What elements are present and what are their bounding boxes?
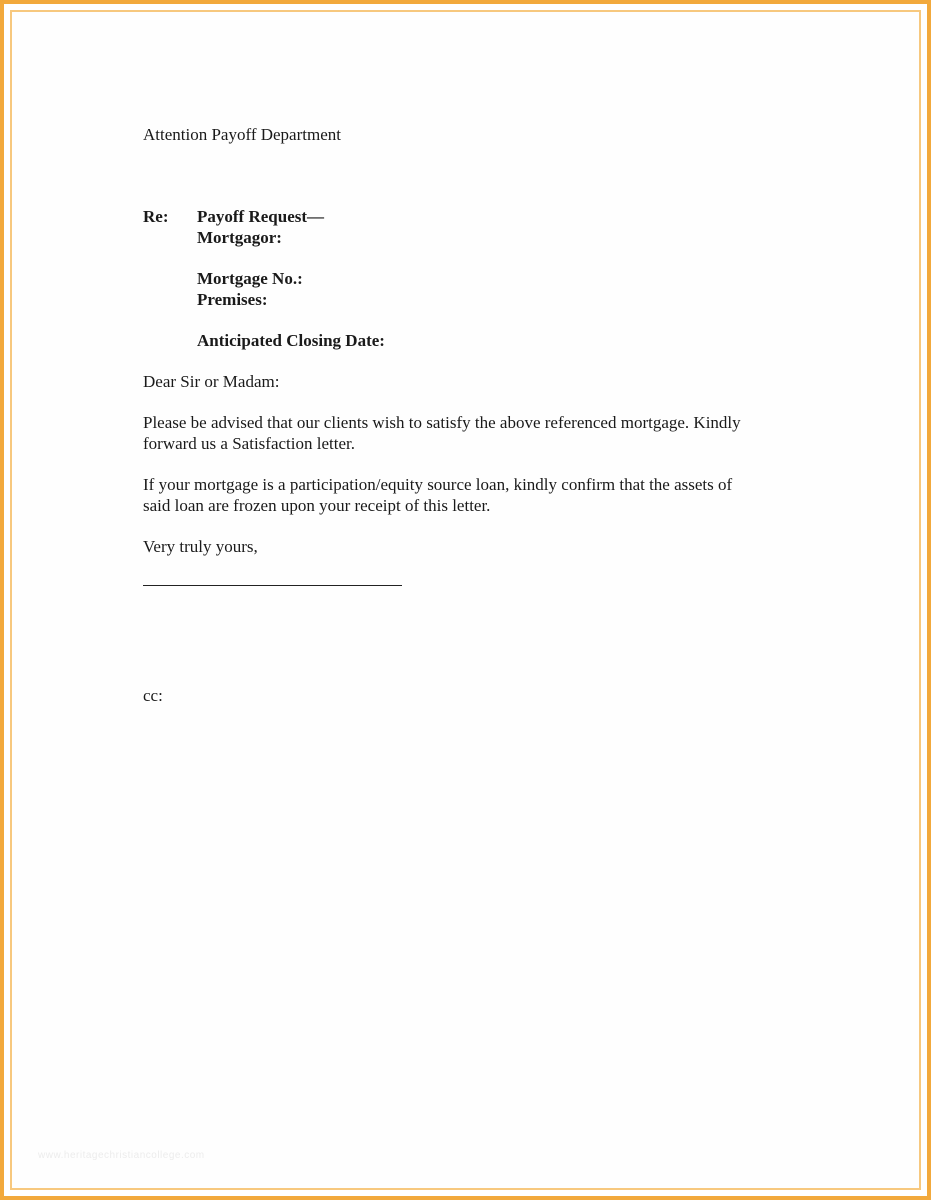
re-lines — [197, 206, 385, 351]
re-label: Re: — [143, 207, 169, 226]
paragraph-1 — [143, 412, 803, 454]
re-block — [143, 206, 803, 351]
paragraph-2-line-2: said loan are frozen upon your receipt of this letter. — [143, 496, 491, 515]
paragraph-2-line-1: If your mortgage is a participation/equity source loan, kindly confirm that the assets of — [143, 475, 733, 494]
paragraph-2 — [143, 474, 803, 516]
watermark: www.heritagechristiancollege.com — [38, 1150, 205, 1161]
cc-line: cc: — [143, 686, 163, 705]
closing-date-line: Anticipated Closing Date: — [197, 331, 385, 350]
signature-line — [143, 575, 402, 586]
salutation: Dear Sir or Madam: — [143, 372, 280, 391]
mortgagor-line: Mortgagor: — [197, 228, 282, 247]
paragraph-1-line-1: Please be advised that our clients wish to satisfy the above referenced mortgage. Kindly — [143, 413, 741, 432]
payoff-request-line: Payoff Request— — [197, 207, 325, 226]
closing: Very truly yours, — [143, 537, 258, 556]
mortgage-no-line: Mortgage No.: — [197, 269, 303, 288]
paragraph-1-line-2: forward us a Satisfaction letter. — [143, 434, 355, 453]
attention-line: Attention Payoff Department — [143, 125, 341, 144]
letter-body — [143, 124, 803, 706]
premises-line: Premises: — [197, 290, 268, 309]
